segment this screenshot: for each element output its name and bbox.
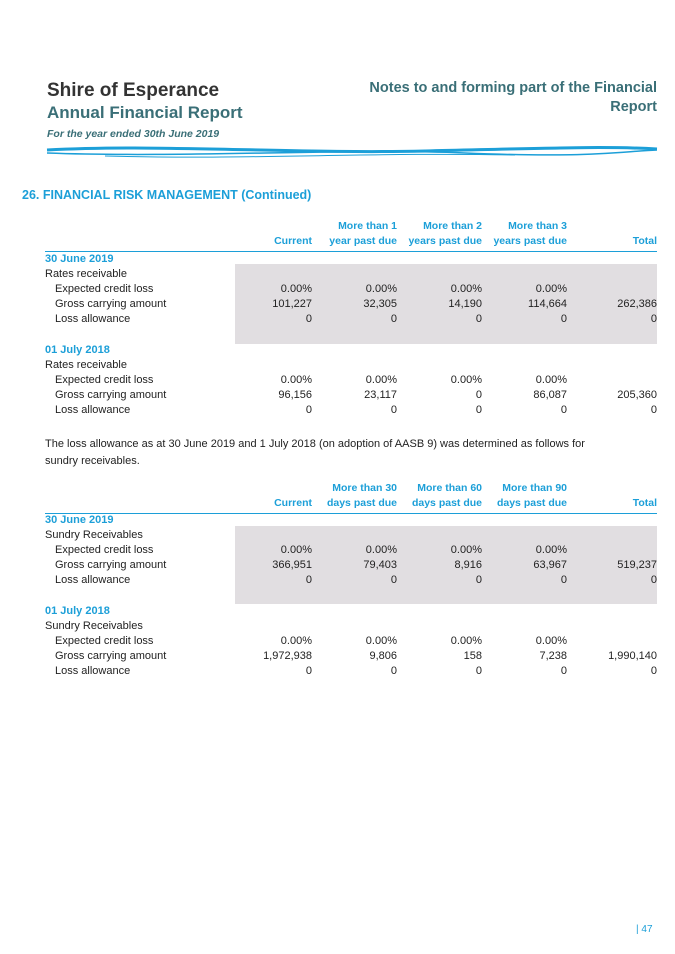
table-row: Loss allowance 0 0 0 0 0 (55, 574, 657, 586)
col-header: More than 1 year past due (329, 220, 397, 247)
loss-allowance-paragraph: The loss allowance as at 30 June 2019 and 1 July 2018 (on adoption of AASB 9) was determined as follows for sundry receivables. (45, 438, 585, 467)
col-header: More than 90 days past due (496, 482, 567, 509)
report-period: For the year ended 30th June 2019 (47, 128, 220, 140)
report-title: Annual Financial Report (47, 103, 243, 122)
group-date-row: 01 July 2018 (45, 344, 110, 356)
table-row: Expected credit loss 0.00% 0.00% 0.00% 0.00% (55, 544, 567, 556)
group-date-row: 30 June 2019 (45, 514, 114, 526)
table-row: Gross carrying amount 96,156 23,117 0 86,087 205,360 (55, 389, 657, 401)
col-header: More than 3 years past due (493, 220, 567, 247)
table-row: Gross carrying amount 101,227 32,305 14,190 114,664 262,386 (55, 298, 657, 310)
col-header: Total (632, 235, 657, 247)
group-date-row: 30 June 2019 (45, 253, 114, 265)
table-row: Expected credit loss 0.00% 0.00% 0.00% 0.00% (55, 374, 567, 386)
col-header: Total (632, 497, 657, 509)
section-title: 26. FINANCIAL RISK MANAGEMENT (Continued) (22, 188, 312, 202)
table-header-row (45, 219, 657, 249)
col-header: Current (274, 497, 312, 509)
category-row: Sundry Receivables (45, 620, 143, 632)
org-name: Shire of Esperance (47, 80, 220, 101)
table-row: Loss allowance 0 0 0 0 0 (55, 665, 657, 677)
sundry-receivables-table (45, 481, 657, 691)
table-header-row (45, 481, 657, 511)
category-row: Rates receivable (45, 268, 127, 280)
notes-title: Notes to and forming part of the Financial Report (369, 80, 657, 115)
table-row: Gross carrying amount 366,951 79,403 8,916 63,967 519,237 (55, 559, 657, 571)
col-header: Current (274, 235, 312, 247)
table-row: Loss allowance 0 0 0 0 0 (55, 404, 657, 416)
table-row: Gross carrying amount 1,972,938 9,806 158 7,238 1,990,140 (55, 650, 657, 662)
group-date-row: 01 July 2018 (45, 605, 110, 617)
category-row: Sundry Receivables (45, 529, 143, 541)
header-wave-divider (45, 140, 660, 164)
table-row: Loss allowance 0 0 0 0 0 (55, 313, 657, 325)
col-header: More than 30 days past due (326, 482, 397, 509)
category-row: Rates receivable (45, 359, 127, 371)
rates-receivable-table (45, 219, 657, 429)
col-header: More than 60 days past due (411, 482, 482, 509)
table-row: Expected credit loss 0.00% 0.00% 0.00% 0.00% (55, 635, 567, 647)
page-number: | 47 (636, 924, 653, 935)
report-header (47, 80, 243, 140)
col-header: More than 2 years past due (408, 220, 482, 247)
table-row: Expected credit loss 0.00% 0.00% 0.00% 0.00% (55, 283, 567, 295)
